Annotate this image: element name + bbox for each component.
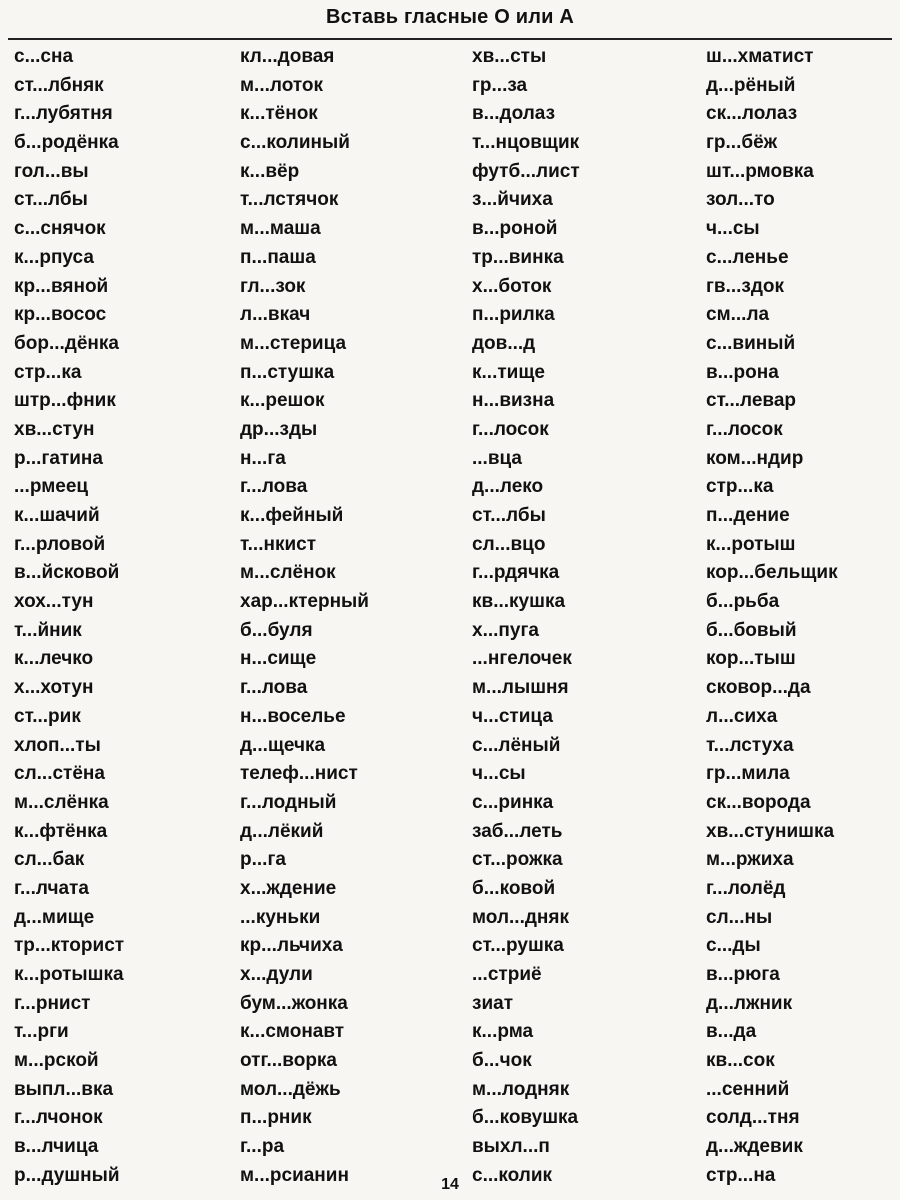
word-item: р...га bbox=[240, 849, 286, 871]
word-item: ч...сы bbox=[472, 763, 526, 785]
word-item: к...ротыш bbox=[706, 533, 796, 555]
word-item: п...дение bbox=[706, 505, 790, 526]
word-item: ст...лбы bbox=[14, 189, 88, 211]
word-item: г...лова bbox=[240, 677, 308, 699]
word-item: ...рмеец bbox=[14, 476, 89, 498]
word-item: г...лолёд bbox=[706, 877, 786, 899]
word-item: м...лоток bbox=[240, 74, 324, 96]
word-column-1 bbox=[14, 43, 234, 1191]
word-item: х...боток bbox=[472, 275, 552, 297]
word-item: г...лодный bbox=[240, 791, 337, 813]
word-item: г...лчата bbox=[14, 877, 89, 899]
word-item: х...дули bbox=[240, 964, 313, 985]
word-item: м...маша bbox=[240, 218, 321, 240]
word-item: кр...восос bbox=[14, 304, 107, 326]
word-item: солд...тня bbox=[706, 1107, 800, 1129]
word-item: б...ковушка bbox=[472, 1107, 579, 1129]
word-item: шт...рмовка bbox=[706, 160, 814, 182]
word-item: м...лышня bbox=[472, 677, 569, 699]
word-item: кл...довая bbox=[240, 46, 335, 67]
word-item: ст...левар bbox=[706, 390, 797, 412]
word-item: сл...стёна bbox=[14, 763, 105, 785]
word-item: г...лова bbox=[240, 476, 308, 498]
word-item: к...тище bbox=[472, 361, 545, 383]
word-item: хар...ктерный bbox=[240, 591, 369, 613]
word-item: мол...дняк bbox=[472, 906, 569, 928]
word-item: д...леко bbox=[472, 476, 544, 498]
word-item: г...лосок bbox=[472, 418, 549, 440]
page-title: Вставь гласные О или А bbox=[325, 6, 575, 28]
word-item: д...мище bbox=[14, 906, 95, 928]
header bbox=[0, 0, 900, 34]
word-item: ск...лолаз bbox=[706, 103, 798, 125]
word-item: в...рона bbox=[706, 361, 779, 383]
word-item: с...виный bbox=[706, 332, 796, 354]
word-item: ст...рожка bbox=[472, 849, 563, 871]
word-item: з...йчиха bbox=[472, 189, 553, 211]
title-rule bbox=[8, 38, 892, 40]
word-item: к...шачий bbox=[14, 505, 100, 526]
word-item: т...рги bbox=[14, 1021, 69, 1043]
word-item: д...лёкий bbox=[240, 820, 324, 842]
word-item: стр...ка bbox=[706, 476, 774, 498]
word-item: б...рьба bbox=[706, 591, 780, 613]
word-item: в...йсковой bbox=[14, 562, 120, 584]
word-item: н...визна bbox=[472, 390, 555, 412]
word-item: г...рдячка bbox=[472, 562, 560, 584]
word-item: в...роной bbox=[472, 218, 558, 240]
word-item: сл...ны bbox=[706, 906, 773, 928]
word-item: ...сенний bbox=[706, 1078, 790, 1100]
word-item: кр...вяной bbox=[14, 275, 109, 297]
word-item: отг...ворка bbox=[240, 1050, 338, 1072]
word-item: с...снячок bbox=[14, 218, 106, 240]
word-item: ком...ндир bbox=[706, 447, 804, 469]
word-item: ...вца bbox=[472, 447, 522, 469]
word-item: м...ржиха bbox=[706, 849, 794, 871]
word-item: с...ленье bbox=[706, 246, 789, 268]
word-item: б...родёнка bbox=[14, 132, 119, 154]
word-item: зол...то bbox=[706, 189, 775, 211]
word-item: ст...рик bbox=[14, 705, 81, 727]
word-item: ст...лбняк bbox=[14, 74, 104, 96]
word-item: т...нцовщик bbox=[472, 132, 580, 154]
word-item: х...хотун bbox=[14, 677, 94, 699]
word-item: в...лчица bbox=[14, 1136, 99, 1158]
word-item: с...ды bbox=[706, 935, 761, 957]
word-item: хв...стун bbox=[14, 418, 95, 440]
word-item: т...нкист bbox=[240, 533, 317, 555]
word-item: т...лстуха bbox=[706, 734, 794, 756]
word-item: г...лубятня bbox=[14, 103, 113, 125]
word-item: г...рнист bbox=[14, 992, 91, 1014]
word-item: ч...сы bbox=[706, 218, 760, 240]
word-item: б...ковой bbox=[472, 877, 556, 899]
word-item: с...ринка bbox=[472, 791, 554, 813]
word-item: н...га bbox=[240, 447, 286, 469]
word-item: гв...здок bbox=[706, 275, 785, 297]
word-item: б...чок bbox=[472, 1050, 532, 1072]
word-item: г...лчонок bbox=[14, 1107, 103, 1129]
word-item: хв...сты bbox=[472, 46, 547, 67]
word-item: б...буля bbox=[240, 619, 313, 641]
word-column-4 bbox=[706, 43, 900, 1191]
word-item: н...сище bbox=[240, 648, 317, 670]
word-item: хох...тун bbox=[14, 591, 94, 613]
word-item: м...стерица bbox=[240, 332, 347, 354]
word-item: н...воселье bbox=[240, 705, 346, 727]
word-item: к...рпуса bbox=[14, 246, 94, 268]
word-item: г...лосок bbox=[706, 418, 783, 440]
word-item: к...вёр bbox=[240, 160, 300, 182]
word-item: р...гатина bbox=[14, 447, 103, 469]
word-item: заб...леть bbox=[472, 820, 563, 842]
word-item: гр...мила bbox=[706, 763, 790, 785]
word-item: к...фтёнка bbox=[14, 820, 108, 842]
word-item: т...лстячок bbox=[240, 189, 339, 211]
word-item: к...рма bbox=[472, 1021, 534, 1043]
word-item: м...слёнок bbox=[240, 562, 336, 584]
word-column-2 bbox=[240, 43, 460, 1191]
word-item: м...рсианин bbox=[240, 1164, 349, 1186]
word-item: кор...бельщик bbox=[706, 562, 838, 584]
word-item: к...фейный bbox=[240, 505, 344, 526]
word-item: гл...зок bbox=[240, 275, 306, 297]
word-item: стр...на bbox=[706, 1164, 776, 1186]
page-number: 14 bbox=[441, 1176, 459, 1193]
word-item: бор...дёнка bbox=[14, 332, 119, 354]
word-item: д...лжник bbox=[706, 992, 793, 1014]
word-item: телеф...нист bbox=[240, 763, 358, 785]
word-item: сл...бак bbox=[14, 849, 85, 871]
word-item: ш...хматист bbox=[706, 46, 814, 67]
word-item: к...лечко bbox=[14, 648, 94, 670]
word-item: м...рской bbox=[14, 1050, 99, 1072]
word-item: с...сна bbox=[14, 46, 74, 67]
word-item: д...ждевик bbox=[706, 1136, 803, 1158]
word-item: л...вкач bbox=[240, 304, 311, 326]
word-item: гр...бёж bbox=[706, 132, 778, 154]
word-item: к...тёнок bbox=[240, 103, 318, 125]
word-item: ск...ворода bbox=[706, 791, 811, 813]
word-item: м...слёнка bbox=[14, 791, 109, 813]
word-item: л...сиха bbox=[706, 705, 778, 727]
word-item: р...душный bbox=[14, 1164, 120, 1186]
word-item: т...йник bbox=[14, 619, 82, 641]
word-item: п...паша bbox=[240, 246, 316, 268]
word-item: сл...вцо bbox=[472, 533, 546, 555]
word-item: выхл...п bbox=[472, 1136, 550, 1158]
word-item: к...решок bbox=[240, 390, 325, 412]
word-item: ...нгелочек bbox=[472, 648, 572, 670]
word-item: кр...льчиха bbox=[240, 935, 343, 957]
word-item: стр...ка bbox=[14, 361, 82, 383]
word-item: м...лодняк bbox=[472, 1078, 570, 1100]
word-item: гр...за bbox=[472, 74, 528, 96]
word-item: в...рюга bbox=[706, 964, 780, 985]
word-item: г...ра bbox=[240, 1136, 285, 1158]
word-column-3 bbox=[472, 43, 692, 1191]
word-item: сковор...да bbox=[706, 677, 811, 699]
word-item: кв...кушка bbox=[472, 591, 566, 613]
word-item: см...ла bbox=[706, 304, 770, 326]
word-item: х...ждение bbox=[240, 877, 337, 899]
word-item: с...колиный bbox=[240, 132, 350, 154]
word-item: мол...дёжь bbox=[240, 1078, 341, 1100]
word-item: зиат bbox=[472, 992, 513, 1014]
word-item: гол...вы bbox=[14, 160, 89, 182]
word-item: выпл...вка bbox=[14, 1078, 114, 1100]
word-item: д...щечка bbox=[240, 734, 326, 756]
word-item: п...стушка bbox=[240, 361, 335, 383]
word-item: п...рилка bbox=[472, 304, 555, 326]
word-item: ст...рушка bbox=[472, 935, 564, 957]
word-item: в...долаз bbox=[472, 103, 556, 125]
word-item: футб...лист bbox=[472, 160, 580, 182]
word-item: д...рёный bbox=[706, 74, 796, 96]
word-item: ч...стица bbox=[472, 705, 553, 727]
word-item: в...да bbox=[706, 1021, 757, 1043]
word-item: бум...жонка bbox=[240, 992, 348, 1014]
word-item: кв...сок bbox=[706, 1050, 775, 1072]
word-item: ...стриё bbox=[472, 964, 542, 985]
word-item: с...лёный bbox=[472, 734, 561, 756]
word-item: хв...стунишка bbox=[706, 820, 835, 842]
word-item: ...куньки bbox=[240, 906, 321, 928]
word-item: штр...фник bbox=[14, 390, 116, 412]
word-item: дов...д bbox=[472, 332, 536, 354]
word-item: кор...тыш bbox=[706, 648, 796, 670]
word-item: др...зды bbox=[240, 418, 318, 440]
word-item: г...рловой bbox=[14, 533, 106, 555]
word-item: с...колик bbox=[472, 1164, 553, 1186]
word-item: хлоп...ты bbox=[14, 734, 101, 756]
word-item: п...рник bbox=[240, 1107, 312, 1129]
word-item: тр...кторист bbox=[14, 935, 125, 957]
word-item: тр...винка bbox=[472, 246, 564, 268]
word-item: к...ротышка bbox=[14, 964, 124, 985]
word-item: х...пуга bbox=[472, 619, 539, 641]
word-item: ст...лбы bbox=[472, 505, 546, 526]
word-item: б...бовый bbox=[706, 619, 797, 641]
word-item: к...смонавт bbox=[240, 1021, 345, 1043]
